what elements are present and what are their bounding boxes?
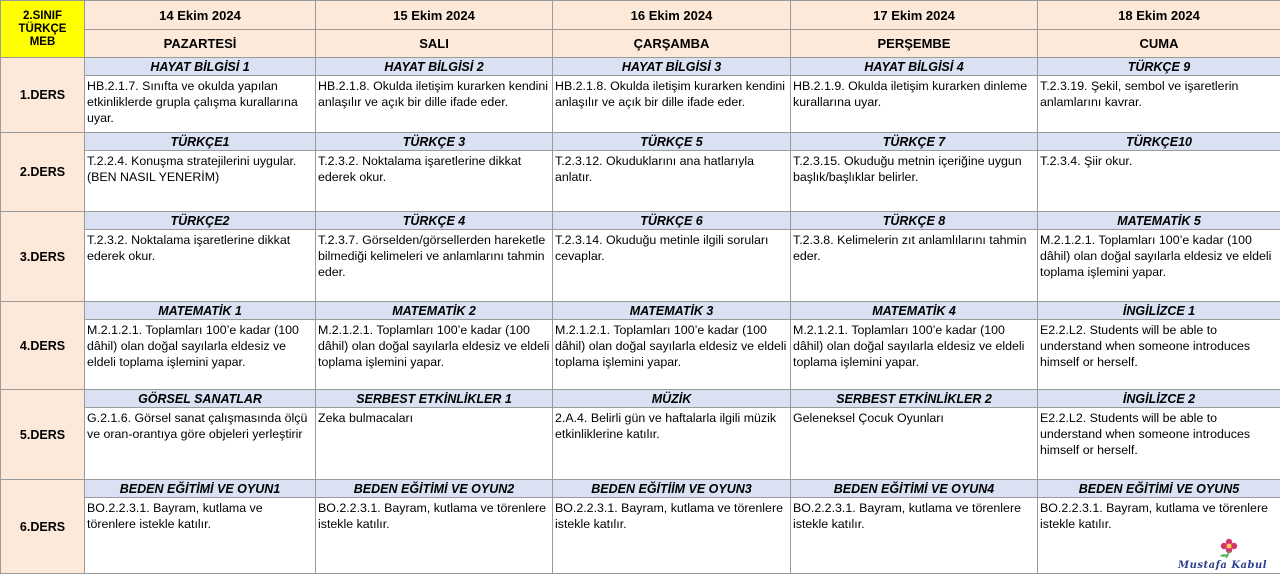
- subject-header: GÖRSEL SANATLAR: [85, 390, 316, 408]
- outcome-text: T.2.3.7. Görselden/görsellerden hareketle bilmediği kelimeleri ve anlamlarını tahmin eder.: [318, 233, 546, 279]
- outcome-text: HB.2.1.8. Okulda iletişim kurarken kendini anlaşılır ve açık bir dille ifade eder.: [555, 79, 786, 109]
- lesson-content: [85, 151, 316, 212]
- lesson-content: [553, 76, 791, 133]
- lesson-content: [316, 498, 553, 574]
- outcome-text: T.2.2.4. Konuşma stratejilerini uygular.(BEN NASIL YENERİM): [87, 154, 297, 184]
- lesson-content: [1038, 498, 1280, 574]
- day-header: CUMA: [1038, 30, 1280, 58]
- outcome-text: M.2.1.2.1. Toplamları 100’e kadar (100 dâhil) olan doğal sayılarla eldesiz ve eldeli toplama işlemini yapar.: [793, 323, 1025, 369]
- class-label-line1: 2.SINIF: [23, 9, 62, 22]
- subject-header: TÜRKÇE2: [85, 212, 316, 230]
- subject-header: TÜRKÇE 8: [791, 212, 1038, 230]
- date-header: 18 Ekim 2024: [1038, 1, 1280, 30]
- lesson-content: [316, 408, 553, 480]
- date-header: 15 Ekim 2024: [316, 1, 553, 30]
- outcome-text: T.2.3.12. Okuduklarını ana hatlarıyla anlatır.: [555, 154, 755, 184]
- subject-header: MATEMATİK 1: [85, 302, 316, 320]
- outcome-text: HB.2.1.8. Okulda iletişim kurarken kendini anlaşılır ve açık bir dille ifade eder.: [318, 79, 549, 109]
- subject-header: TÜRKÇE 3: [316, 133, 553, 151]
- day-header: PERŞEMBE: [791, 30, 1038, 58]
- subject-header: HAYAT BİLGİSİ 4: [791, 58, 1038, 76]
- lesson-content: [791, 151, 1038, 212]
- subject-header: MÜZİK: [553, 390, 791, 408]
- date-header: 14 Ekim 2024: [85, 1, 316, 30]
- lesson-content: [791, 408, 1038, 480]
- subject-header: MATEMATİK 5: [1038, 212, 1280, 230]
- subject-header: TÜRKÇE10: [1038, 133, 1280, 151]
- day-header: ÇARŞAMBA: [553, 30, 791, 58]
- subject-header: İNGİLİZCE 1: [1038, 302, 1280, 320]
- lesson-content: [791, 320, 1038, 390]
- subject-header: TÜRKÇE1: [85, 133, 316, 151]
- outcome-text: T.2.3.4. Şiir okur.: [1040, 154, 1133, 168]
- day-header: PAZARTESİ: [85, 30, 316, 58]
- lesson-content: [1038, 320, 1280, 390]
- subject-header: TÜRKÇE 4: [316, 212, 553, 230]
- subject-header: HAYAT BİLGİSİ 2: [316, 58, 553, 76]
- outcome-text: T.2.3.19. Şekil, sembol ve işaretlerin anlamlarını kavrar.: [1040, 79, 1239, 109]
- outcome-text: BO.2.2.3.1. Bayram, kutlama ve törenlere istekle katılır.: [555, 501, 783, 531]
- lesson-label: 6.DERS: [1, 480, 85, 574]
- subject-header: TÜRKÇE 6: [553, 212, 791, 230]
- date-header: 16 Ekim 2024: [553, 1, 791, 30]
- lesson-content: [85, 408, 316, 480]
- outcome-text: E2.2.L2. Students will be able to understand when someone introduces himself or herself.: [1040, 411, 1251, 457]
- outcome-text: BO.2.2.3.1. Bayram, kutlama ve törenlere istekle katılır.: [1040, 501, 1268, 531]
- day-header: SALI: [316, 30, 553, 58]
- lesson-content: [316, 230, 553, 302]
- outcome-text: BO.2.2.3.1. Bayram, kutlama ve törenlere istekle katılır.: [87, 501, 263, 531]
- lesson-content: [791, 76, 1038, 133]
- lesson-content: [553, 408, 791, 480]
- subject-header: HAYAT BİLGİSİ 3: [553, 58, 791, 76]
- lesson-label: 1.DERS: [1, 58, 85, 133]
- lesson-content: [85, 498, 316, 574]
- lesson-content: [85, 76, 316, 133]
- lesson-content: [553, 498, 791, 574]
- outcome-text: T.2.3.15. Okuduğu metnin içeriğine uygun başlık/başlıklar belirler.: [793, 154, 1022, 184]
- class-label-line3: MEB: [29, 35, 56, 48]
- outcome-text: T.2.3.2. Noktalama işaretlerine dikkat ederek okur.: [318, 154, 522, 184]
- lesson-label: 5.DERS: [1, 390, 85, 480]
- lesson-content: [553, 151, 791, 212]
- lesson-content: [85, 320, 316, 390]
- lesson-content: [1038, 230, 1280, 302]
- outcome-text: M.2.1.2.1. Toplamları 100’e kadar (100 dâhil) olan doğal sayılarla eldesiz ve eldeli toplama işlemini yapar.: [318, 323, 550, 369]
- outcome-text: T.2.3.14. Okuduğu metinle ilgili soruları cevaplar.: [555, 233, 769, 263]
- lesson-content: [316, 76, 553, 133]
- author-logo: [1178, 537, 1276, 571]
- lesson-content: [791, 230, 1038, 302]
- subject-header: TÜRKÇE 5: [553, 133, 791, 151]
- outcome-text: M.2.1.2.1. Toplamları 100’e kadar (100 dâhil) olan doğal sayılarla eldesiz ve eldeli toplama işlemini yapar.: [555, 323, 787, 369]
- subject-header: MATEMATİK 3: [553, 302, 791, 320]
- outcome-text: HB.2.1.7. Sınıfta ve okulda yapılan etkinliklerde grupla çalışma kurallarına uyar.: [87, 79, 298, 125]
- lesson-content: [1038, 408, 1280, 480]
- outcome-text: 2.A.4. Belirli gün ve haftalarla ilgili müzik etkinliklerine katılır.: [555, 411, 777, 441]
- outcome-text: HB.2.1.9. Okulda iletişim kurarken dinleme kurallarına uyar.: [793, 79, 1028, 109]
- author-signature: Mustafa Kabul: [1178, 560, 1268, 571]
- lesson-label: 4.DERS: [1, 302, 85, 390]
- subject-header: BEDEN EĞİTİMİ VE OYUN4: [791, 480, 1038, 498]
- subject-header: MATEMATİK 4: [791, 302, 1038, 320]
- outcome-text: M.2.1.2.1. Toplamları 100’e kadar (100 dâhil) olan doğal sayılarla eldesiz ve eldeli toplama işlemini yapar.: [1040, 233, 1272, 279]
- lesson-content: [553, 230, 791, 302]
- outcome-text: BO.2.2.3.1. Bayram, kutlama ve törenlere istekle katılır.: [793, 501, 1021, 531]
- subject-header: MATEMATİK 2: [316, 302, 553, 320]
- lesson-label: 3.DERS: [1, 212, 85, 302]
- outcome-text: G.2.1.6. Görsel sanat çalışmasında ölçü ve oran-orantıya göre objeleri yerleştirir: [87, 411, 308, 441]
- subject-header: SERBEST ETKİNLİKLER 2: [791, 390, 1038, 408]
- lesson-label: 2.DERS: [1, 133, 85, 212]
- subject-header: BEDEN EĞİTİİM VE OYUN3: [553, 480, 791, 498]
- outcome-text: T.2.3.2. Noktalama işaretlerine dikkat ederek okur.: [87, 233, 291, 263]
- subject-header: BEDEN EĞİTİMİ VE OYUN5: [1038, 480, 1280, 498]
- subject-header: TÜRKÇE 7: [791, 133, 1038, 151]
- subject-header: HAYAT BİLGİSİ 1: [85, 58, 316, 76]
- outcome-text: M.2.1.2.1. Toplamları 100’e kadar (100 dâhil) olan doğal sayılarla eldesiz ve eldeli toplama işlemini yapar.: [87, 323, 299, 369]
- lesson-content: [791, 498, 1038, 574]
- subject-header: TÜRKÇE 9: [1038, 58, 1280, 76]
- date-header: 17 Ekim 2024: [791, 1, 1038, 30]
- class-label-line2: TÜRKÇE: [18, 22, 67, 35]
- outcome-text: BO.2.2.3.1. Bayram, kutlama ve törenlere istekle katılır.: [318, 501, 546, 531]
- outcome-text: Zeka bulmacaları: [318, 411, 414, 425]
- lesson-content: [1038, 151, 1280, 212]
- lesson-content: [85, 230, 316, 302]
- subject-header: BEDEN EĞİTİMİ VE OYUN2: [316, 480, 553, 498]
- outcome-text: E2.2.L2. Students will be able to understand when someone introduces himself or herself.: [1040, 323, 1251, 369]
- lesson-content: [1038, 76, 1280, 133]
- lesson-content: [316, 320, 553, 390]
- subject-header: BEDEN EĞİTİMİ VE OYUN1: [85, 480, 316, 498]
- subject-header: SERBEST ETKİNLİKLER 1: [316, 390, 553, 408]
- outcome-text: Geleneksel Çocuk Oyunları: [793, 411, 944, 425]
- outcome-text: T.2.3.8. Kelimelerin zıt anlamlılarını tahmin eder.: [793, 233, 1027, 263]
- lesson-content: [553, 320, 791, 390]
- class-label: [1, 1, 85, 58]
- flower-icon: [1216, 537, 1242, 559]
- subject-header: İNGİLİZCE 2: [1038, 390, 1280, 408]
- lesson-content: [316, 151, 553, 212]
